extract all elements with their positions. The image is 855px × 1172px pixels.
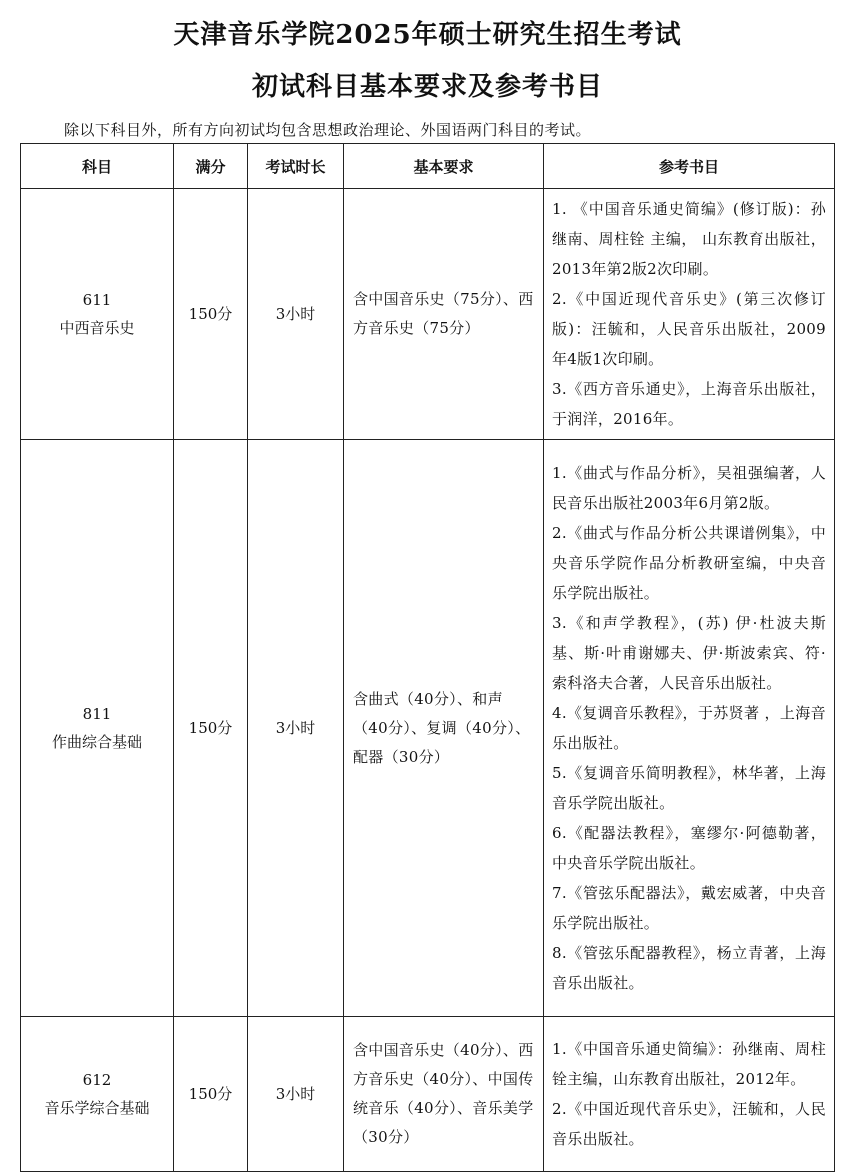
duration-cell: 3小时 (248, 189, 344, 440)
subject-name: 作曲综合基础 (51, 733, 142, 751)
subject-name: 中西音乐史 (59, 319, 135, 337)
book-item: 5.《复调音乐简明教程》，林华著，上海音乐学院出版社。 (552, 764, 826, 812)
book-item: 2.《曲式与作品分析公共课谱例集》，中央音乐学院作品分析教研室编，中央音乐学院出版社。 (552, 524, 826, 602)
column-header-subject: 科目 (21, 144, 174, 189)
table-row (21, 440, 835, 1017)
subject-cell (21, 440, 174, 1017)
column-header-requirement: 基本要求 (344, 144, 544, 189)
book-item: 7.《管弦乐配器法》，戴宏威著，中央音乐学院出版社。 (552, 884, 826, 932)
requirement-cell: 含中国音乐史（75分）、西方音乐史（75分） (344, 189, 544, 440)
score-cell: 150分 (174, 189, 248, 440)
subject-code: 612 (82, 1071, 112, 1089)
duration-cell: 3小时 (248, 440, 344, 1017)
table-row (21, 1017, 835, 1172)
requirement-cell: 含曲式（40分）、和声（40分）、复调（40分）、配器（30分） (344, 440, 544, 1017)
book-item: 2.《中国近现代音乐史》(第三次修订版)：汪毓和，人民音乐出版社，2009年4版1次印刷。 (552, 290, 826, 368)
document-title-line1: 天津音乐学院2025年硕士研究生招生考试 (173, 20, 682, 50)
document-title-line2: 初试科目基本要求及参考书目 (251, 72, 603, 102)
book-item: 4.《复调音乐教程》，于苏贤著 ，上海音乐出版社。 (552, 704, 826, 752)
book-item: 8.《管弦乐配器教程》，杨立青著，上海音乐出版社。 (552, 944, 826, 992)
requirement-cell: 含中国音乐史（40分）、西方音乐史（40分）、中国传统音乐（40分）、音乐美学（30分） (344, 1017, 544, 1172)
subject-cell (21, 1017, 174, 1172)
column-header-books: 参考书目 (544, 144, 835, 189)
books-cell (544, 1017, 835, 1172)
books-cell (544, 189, 835, 440)
exam-note: 除以下科目外，所有方向初试均包含思想政治理论、外国语两门科目的考试。 (64, 121, 592, 139)
table-header-row (21, 144, 835, 189)
books-cell (544, 440, 835, 1017)
book-item: 3.《和声学教程》，(苏) 伊·杜波夫斯基、斯·叶甫谢娜夫、伊·斯波索宾、符·索科洛夫合著，人民音乐出版社。 (552, 614, 826, 692)
subject-code: 611 (82, 291, 112, 309)
subject-cell (21, 189, 174, 440)
book-item: 1.《曲式与作品分析》，吴祖强编著，人民音乐出版社2003年6月第2版。 (552, 464, 826, 512)
duration-cell: 3小时 (248, 1017, 344, 1172)
book-item: 3.《西方音乐通史》，上海音乐出版社，于润洋，2016年。 (552, 380, 826, 428)
exam-subjects-table (20, 143, 835, 1172)
score-cell: 150分 (174, 1017, 248, 1172)
book-item: 1. 《中国音乐通史简编》(修订版)：孙继南、周柱铨 主编， 山东教育出版社，2013年第2版2次印刷。 (552, 200, 826, 278)
column-header-duration: 考试时长 (248, 144, 344, 189)
subject-name: 音乐学综合基础 (44, 1099, 150, 1117)
book-item: 2.《中国近现代音乐史》，汪毓和，人民音乐出版社。 (552, 1100, 826, 1148)
table-row (21, 189, 835, 440)
score-cell: 150分 (174, 440, 248, 1017)
subject-code: 811 (82, 705, 112, 723)
book-item: 6.《配器法教程》，塞缪尔·阿德勒著， 中央音乐学院出版社。 (552, 824, 826, 872)
column-header-score: 满分 (174, 144, 248, 189)
book-item: 1.《中国音乐通史简编》：孙继南、周柱铨主编，山东教育出版社，2012年。 (552, 1040, 826, 1088)
